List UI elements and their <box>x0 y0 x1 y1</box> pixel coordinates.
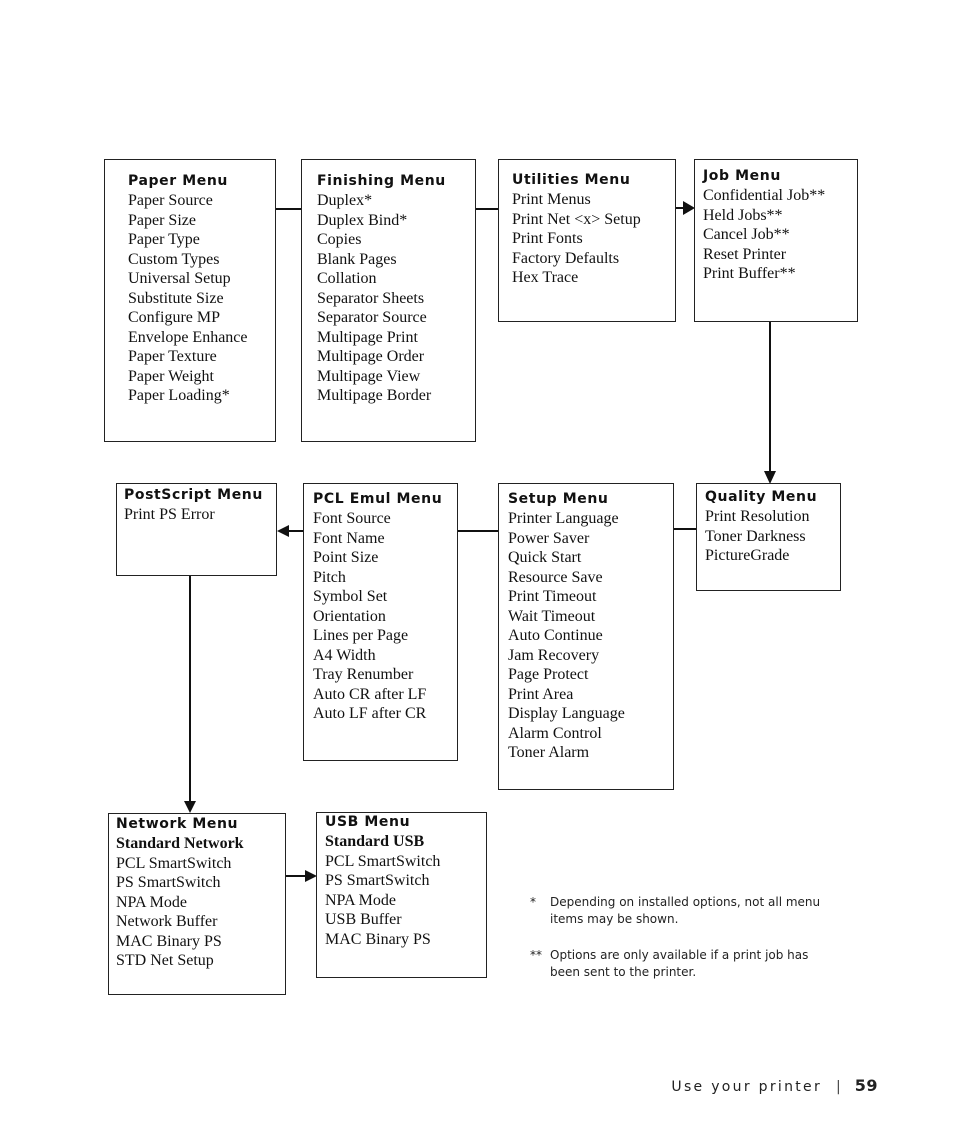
menu-item: Tray Renumber <box>313 666 414 683</box>
menu-item: Font Source <box>313 510 391 527</box>
job-menu-items <box>703 186 857 284</box>
menu-item: Separator Source <box>317 309 427 326</box>
usb-menu-items <box>325 832 486 949</box>
menu-item: Multipage Order <box>317 348 425 365</box>
footnote-single-asterisk <box>530 894 840 928</box>
menu-item: Standard USB <box>325 833 425 850</box>
setup-menu-box <box>498 483 674 790</box>
pcl-emul-menu-items <box>313 509 457 724</box>
menu-item: Paper Loading* <box>128 387 230 404</box>
menu-item: Universal Setup <box>128 270 231 287</box>
paper-menu-box <box>104 159 276 442</box>
footer-section-label: Use your printer <box>671 1079 823 1095</box>
setup-menu-title: Setup Menu <box>508 491 609 507</box>
menu-item: Point Size <box>313 549 379 566</box>
menu-item: Print Area <box>508 685 574 703</box>
utilities-menu-box <box>498 159 676 322</box>
menu-item: Blank Pages <box>317 250 397 268</box>
menu-item: Page Protect <box>508 666 589 683</box>
menu-item: Display Language <box>508 705 625 722</box>
menu-item: Configure MP <box>128 309 220 326</box>
menu-item: MAC Binary PS <box>325 930 431 948</box>
quality-menu-title: Quality Menu <box>705 489 818 505</box>
postscript-menu-items <box>124 505 276 525</box>
menu-item: Multipage Border <box>317 387 432 404</box>
pcl-emul-menu-box <box>303 483 458 761</box>
network-menu-title: Network Menu <box>116 816 239 832</box>
arrowhead-to-network <box>184 801 196 813</box>
footnote-text: Options are only available if a print job has been sent to the printer. <box>550 948 809 979</box>
menu-item: Multipage View <box>317 367 421 385</box>
menu-item: Printer Language <box>508 510 619 527</box>
paper-menu-title: Paper Menu <box>128 173 228 189</box>
menu-item: Alarm Control <box>508 724 602 742</box>
job-menu-title: Job Menu <box>703 168 781 184</box>
menu-item: Wait Timeout <box>508 607 596 625</box>
menu-item: Orientation <box>313 607 386 625</box>
footnote-double-asterisk <box>530 947 840 981</box>
pcl-emul-menu-title: PCL Emul Menu <box>313 491 443 507</box>
menu-item: Separator Sheets <box>317 289 425 307</box>
paper-menu-items <box>128 191 275 406</box>
finishing-menu-title: Finishing Menu <box>317 173 446 189</box>
menu-item: STD Net Setup <box>116 952 214 969</box>
menu-item: Auto Continue <box>508 627 603 644</box>
menu-item: Paper Source <box>128 192 213 209</box>
menu-item: Paper Size <box>128 211 196 229</box>
footnotes <box>530 894 840 981</box>
menu-item: Print Menus <box>512 191 591 208</box>
menu-item: Copies <box>317 231 362 248</box>
menu-item: PCL SmartSwitch <box>116 854 232 872</box>
menu-item: Cancel Job** <box>703 226 790 243</box>
job-menu-box <box>694 159 858 322</box>
menu-item: Resource Save <box>508 568 603 586</box>
page-footer <box>671 1076 878 1095</box>
menu-item: PictureGrade <box>705 547 790 564</box>
usb-menu-title: USB Menu <box>325 814 411 830</box>
menu-item: PS SmartSwitch <box>116 874 221 891</box>
menu-item: Substitute Size <box>128 289 224 307</box>
menu-item: Print Net <x> Setup <box>512 210 641 228</box>
menu-item: Duplex Bind* <box>317 211 408 229</box>
footer-separator: | <box>836 1079 841 1095</box>
page-number: 59 <box>854 1076 878 1095</box>
footnote-text: Depending on installed options, not all menu items may be shown. <box>550 895 821 926</box>
utilities-menu-title: Utilities Menu <box>512 172 631 188</box>
menu-item: Auto CR after LF <box>313 685 427 703</box>
menu-item: Print Timeout <box>508 588 597 605</box>
menu-item: Network Buffer <box>116 913 218 930</box>
menu-item: Print Fonts <box>512 230 583 247</box>
menu-item: Hex Trace <box>512 269 579 286</box>
menu-item: NPA Mode <box>116 893 187 911</box>
menu-item: Auto LF after CR <box>313 705 427 722</box>
menu-item: Power Saver <box>508 529 590 547</box>
menu-item: Paper Type <box>128 231 200 248</box>
menu-item: USB Buffer <box>325 911 402 928</box>
menu-item: Lines per Page <box>313 627 409 644</box>
postscript-menu-title: PostScript Menu <box>124 487 263 503</box>
menu-item: Jam Recovery <box>508 646 600 664</box>
setup-menu-items <box>508 509 673 763</box>
menu-item: Print Buffer** <box>703 265 796 282</box>
arrowhead-to-postscript <box>277 525 289 537</box>
menu-item: Custom Types <box>128 250 220 268</box>
menu-item: MAC Binary PS <box>116 932 222 950</box>
menu-item: Envelope Enhance <box>128 328 248 346</box>
menu-item: Standard Network <box>116 835 244 852</box>
menu-item: Toner Darkness <box>705 527 806 545</box>
menu-item: Factory Defaults <box>512 249 620 267</box>
menu-item: Held Jobs** <box>703 206 783 224</box>
menu-item: PS SmartSwitch <box>325 872 430 889</box>
menu-item: Pitch <box>313 568 346 586</box>
menu-item: PCL SmartSwitch <box>325 852 441 870</box>
menu-item: Paper Texture <box>128 348 217 365</box>
utilities-menu-items <box>512 190 675 288</box>
menu-item: Duplex* <box>317 192 373 209</box>
finishing-menu-items <box>317 191 475 406</box>
menu-item: Reset Printer <box>703 245 787 263</box>
menu-item: Print PS Error <box>124 506 215 523</box>
menu-item: Print Resolution <box>705 508 810 525</box>
quality-menu-items <box>705 507 840 566</box>
network-menu-box <box>108 813 286 995</box>
postscript-menu-box <box>116 483 277 576</box>
menu-item: NPA Mode <box>325 891 396 909</box>
menu-item: Paper Weight <box>128 367 214 385</box>
menu-item: Symbol Set <box>313 588 388 605</box>
footnote-mark: * <box>530 895 536 909</box>
finishing-menu-box <box>301 159 476 442</box>
menu-item: A4 Width <box>313 646 376 664</box>
menu-item: Confidential Job** <box>703 187 826 204</box>
menu-item: Toner Alarm <box>508 744 590 761</box>
menu-item: Collation <box>317 270 377 287</box>
network-menu-items <box>116 834 285 971</box>
menu-item: Font Name <box>313 529 385 547</box>
usb-menu-box <box>316 812 487 978</box>
menu-item: Multipage Print <box>317 328 418 346</box>
menu-item: Quick Start <box>508 549 582 566</box>
quality-menu-box <box>696 483 841 591</box>
footnote-mark: ** <box>530 948 542 962</box>
